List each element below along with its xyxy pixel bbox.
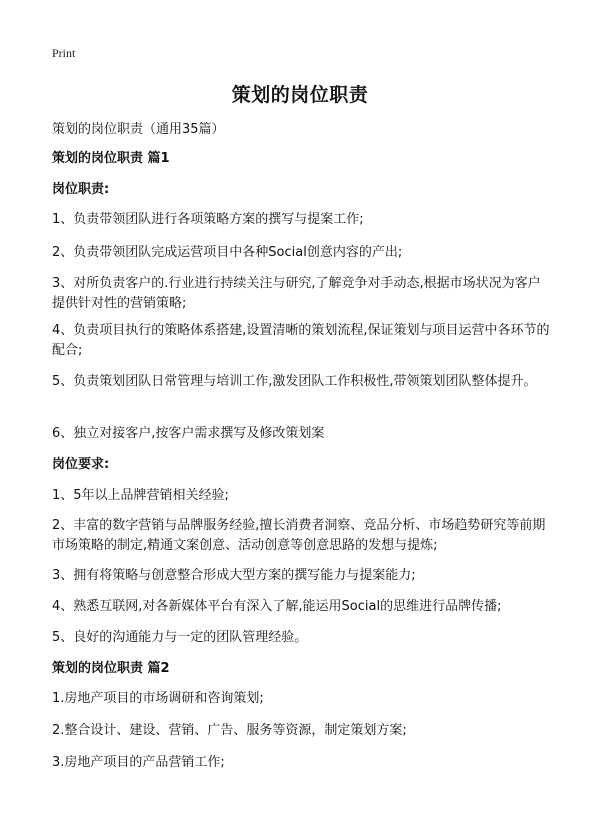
print-label: Print (52, 46, 76, 60)
requirement-item: 5、良好的沟通能力与一定的团队管理经验。 (52, 630, 308, 645)
duty-item: 2、负责带领团队完成运营项目中各种Social创意内容的产出; (52, 245, 403, 260)
list-item: 1.房地产项目的市场调研和咨询策划; (52, 691, 264, 706)
duty-item: 3、对所负责客户的.行业进行持续关注与研究,了解竞争对手动态,根据市场状况为客户提供针对性的营销策略; (52, 276, 541, 311)
requirement-item: 4、熟悉互联网,对各新媒体平台有深入了解,能运用Social的思维进行品牌传播; (52, 599, 502, 614)
document-title: 策划的岗位职责 (231, 84, 369, 106)
duty-item: 6、独立对接客户,按客户需求撰写及修改策划案 (52, 426, 325, 441)
requirement-item: 1、5年以上品牌营销相关经验; (52, 488, 229, 503)
duties-heading: 岗位职责: (52, 182, 110, 197)
list-item: 2.整合设计、建设、营销、广告、服务等资源，制定策划方案; (52, 723, 407, 738)
list-item: 3.房地产项目的产品营销工作; (52, 755, 225, 770)
duty-item: 1、负责带领团队进行各项策略方案的撰写与提案工作; (52, 212, 364, 227)
requirement-item: 2、丰富的数字营销与品牌服务经验,擅长消费者洞察、竞品分析、市场趋势研究等前期市场策略的制定,精通文案创意、活动创意等创意思路的发想与提炼; (52, 518, 546, 553)
requirements-heading: 岗位要求: (52, 457, 110, 472)
duty-item: 4、负责项目执行的策略体系搭建,设置清晰的策划流程,保证策划与项目运营中各环节的配合; (52, 323, 550, 358)
requirement-item: 3、拥有将策略与创意整合形成大型方案的撰写能力与提案能力; (52, 568, 416, 583)
section-heading: 策划的岗位职责 篇2 (52, 661, 170, 676)
duty-item: 5、负责策划团队日常管理与培训工作,激发团队工作积极性,带领策划团队整体提升。 (52, 374, 537, 389)
document-subtitle: 策划的岗位职责（通用35篇） (52, 122, 225, 137)
section-heading: 策划的岗位职责 篇1 (52, 151, 170, 166)
